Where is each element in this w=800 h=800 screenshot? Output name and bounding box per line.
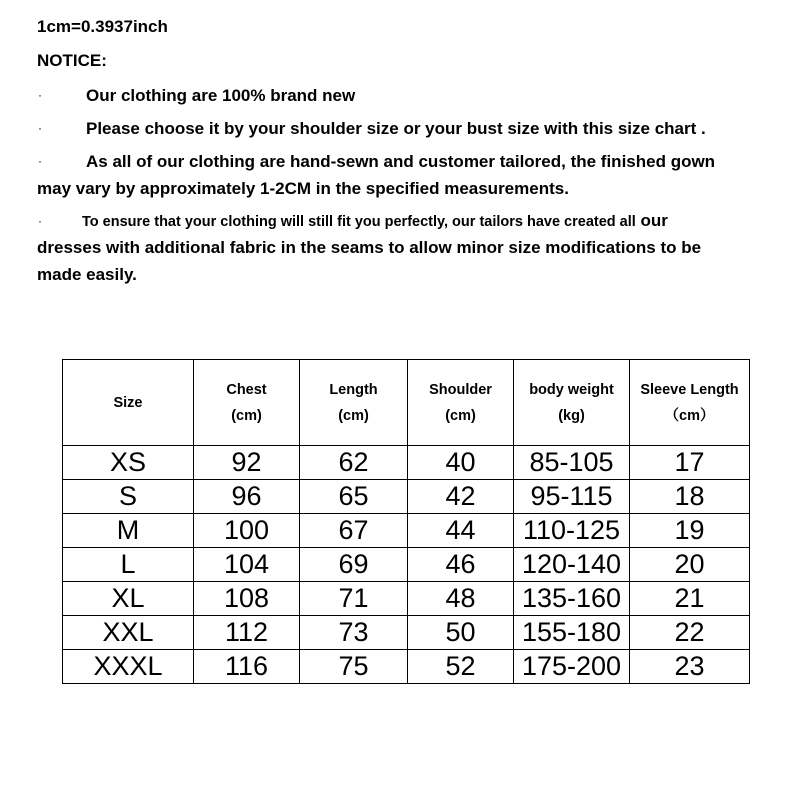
notice-item-2: Please choose it by your shoulder size or your bust size with this size chart . — [86, 119, 706, 138]
cell-body-weight: 135-160 — [514, 582, 630, 616]
notice-item-3-cont: may vary by approximately 1-2CM in the specified measurements. — [37, 179, 569, 198]
header-size-label: Size — [113, 394, 143, 411]
table-row — [63, 582, 750, 616]
cell-chest: 92 — [194, 446, 300, 480]
cell-sleeve-length: 18 — [630, 480, 750, 514]
notice-item-3: As all of our clothing are hand-sewn and customer tailored, the finished gown — [86, 152, 716, 171]
header-chest-label: Chest — [226, 381, 267, 398]
notice-item-4 — [82, 207, 668, 236]
cell-shoulder: 42 — [408, 480, 514, 514]
cell-length: 67 — [300, 514, 408, 548]
cell-shoulder: 52 — [408, 650, 514, 684]
cell-body-weight: 175-200 — [514, 650, 630, 684]
cell-length: 75 — [300, 650, 408, 684]
cell-body-weight: 85-105 — [514, 446, 630, 480]
notice-item-4-line3: made easily. — [37, 265, 137, 284]
cell-body-weight: 95-115 — [514, 480, 630, 514]
cell-sleeve-length: 20 — [630, 548, 750, 582]
cell-size: L — [63, 548, 194, 582]
table-header-row — [63, 360, 750, 446]
header-shoulder — [408, 360, 514, 446]
header-length — [300, 360, 408, 446]
cell-chest: 116 — [194, 650, 300, 684]
header-body-weight — [514, 360, 630, 446]
header-shoulder-label: Shoulder — [429, 381, 492, 398]
header-length-unit: (cm) — [338, 407, 369, 424]
table-row — [63, 548, 750, 582]
bullet-4: · — [38, 214, 42, 228]
bullet-2: · — [38, 121, 42, 135]
cell-sleeve-length: 21 — [630, 582, 750, 616]
cell-size: M — [63, 514, 194, 548]
cell-chest: 100 — [194, 514, 300, 548]
header-size — [63, 360, 194, 446]
notice-item-1: Our clothing are 100% brand new — [86, 86, 356, 105]
header-length-label: Length — [329, 381, 378, 398]
header-chest — [194, 360, 300, 446]
cell-length: 69 — [300, 548, 408, 582]
cell-sleeve-length: 22 — [630, 616, 750, 650]
header-sleeve-length-unit: （cm） — [664, 407, 715, 424]
bullet-3: · — [38, 154, 42, 168]
cell-length: 71 — [300, 582, 408, 616]
header-sleeve-length-label: Sleeve Length — [640, 381, 739, 398]
cell-length: 65 — [300, 480, 408, 514]
notice-title: NOTICE: — [37, 51, 107, 70]
notice-item-4-line2: dresses with additional fabric in the seams to allow minor size modifications to be — [37, 238, 702, 257]
cell-shoulder: 48 — [408, 582, 514, 616]
table-row — [63, 514, 750, 548]
notice-item-4-lead-big: our — [635, 211, 668, 230]
cell-sleeve-length: 17 — [630, 446, 750, 480]
cell-chest: 104 — [194, 548, 300, 582]
cell-chest: 108 — [194, 582, 300, 616]
cell-shoulder: 46 — [408, 548, 514, 582]
cell-body-weight: 120-140 — [514, 548, 630, 582]
header-body-weight-label: body weight — [529, 381, 614, 398]
cell-size: XL — [63, 582, 194, 616]
cell-length: 62 — [300, 446, 408, 480]
header-body-weight-unit: (kg) — [558, 407, 585, 424]
cell-size: XXXL — [63, 650, 194, 684]
cell-sleeve-length: 19 — [630, 514, 750, 548]
cell-shoulder: 44 — [408, 514, 514, 548]
notice-item-4-lead: To ensure that your clothing will still fit you perfectly, our tailors have created all — [82, 214, 636, 230]
unit-conversion: 1cm=0.3937inch — [37, 17, 168, 36]
cell-sleeve-length: 23 — [630, 650, 750, 684]
header-sleeve-length — [630, 360, 750, 446]
cell-size: XXL — [63, 616, 194, 650]
header-chest-unit: (cm) — [231, 407, 262, 424]
cell-body-weight: 155-180 — [514, 616, 630, 650]
table-row — [63, 480, 750, 514]
cell-chest: 96 — [194, 480, 300, 514]
cell-size: S — [63, 480, 194, 514]
table-row — [63, 616, 750, 650]
header-shoulder-unit: (cm) — [445, 407, 476, 424]
cell-shoulder: 40 — [408, 446, 514, 480]
table-row — [63, 650, 750, 684]
size-chart-table — [62, 359, 750, 684]
cell-chest: 112 — [194, 616, 300, 650]
cell-size: XS — [63, 446, 194, 480]
bullet-1: · — [38, 88, 42, 102]
table-row — [63, 446, 750, 480]
cell-shoulder: 50 — [408, 616, 514, 650]
cell-body-weight: 110-125 — [514, 514, 630, 548]
cell-length: 73 — [300, 616, 408, 650]
